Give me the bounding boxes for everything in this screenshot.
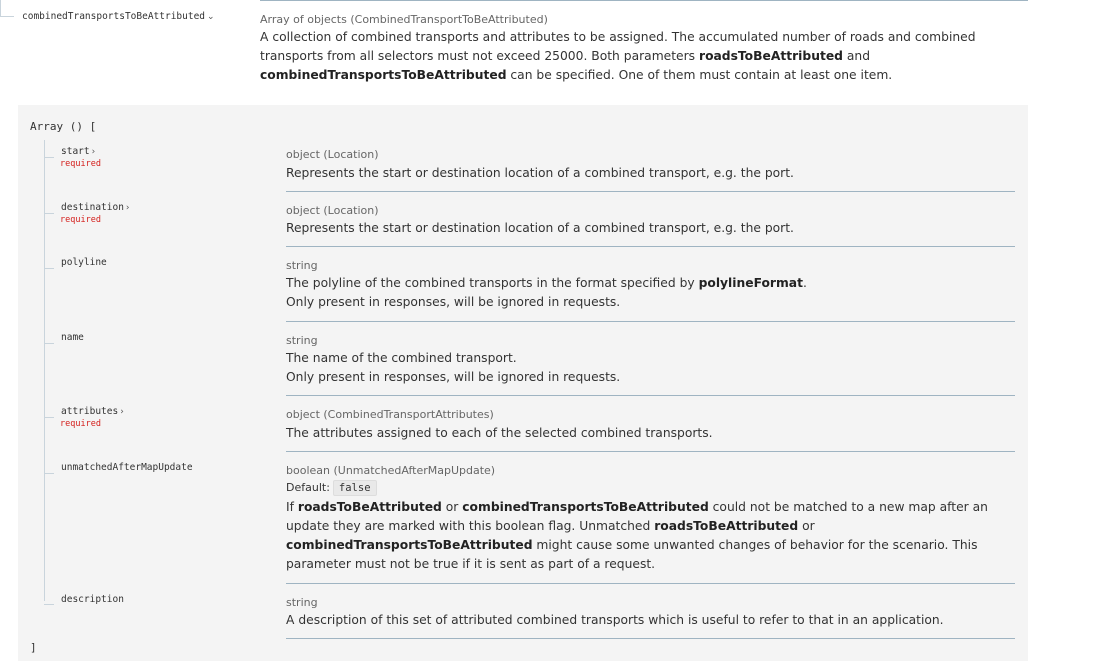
emphasized-term: roadsToBeAttributed <box>654 519 799 533</box>
field-destination-toggle[interactable] <box>61 202 130 213</box>
property-type: Array of objects (CombinedTransportToBeAttributed) <box>260 13 548 26</box>
tree-connector-tick <box>44 213 54 214</box>
field-polyline: polyline <box>61 257 107 268</box>
field-type: string <box>286 334 318 347</box>
chevron-right-icon: › <box>120 407 124 417</box>
emphasized-term: roadsToBeAttributed <box>699 49 843 63</box>
field-description: The polyline of the combined transports in the format specified by polylineFormat. Only present in responses, will be ignored in requests. <box>286 276 807 309</box>
field-name: destination <box>61 202 124 213</box>
divider <box>286 583 1015 584</box>
emphasized-term: combinedTransportsToBeAttributed <box>462 500 709 514</box>
field-type: object (Location) <box>286 204 379 217</box>
tree-connector-tick <box>44 343 54 344</box>
field-description: A description of this set of attributed combined transports which is useful to refer to that in an application. <box>286 613 944 627</box>
field-type: string <box>286 259 318 272</box>
array-open-bracket: Array () [ <box>30 120 97 133</box>
property-description: A collection of combined transports and attributes to be assigned. The accumulated number of roads and combined transports from all selectors must not exceed 25000. Both parameters roadsToBeAttributed and combinedTransportsToBeAttributed can be specified. One of them must contain at least one item. <box>260 30 976 82</box>
field-description: Represents the start or destination location of a combined transport, e.g. the port. <box>286 221 794 235</box>
divider <box>286 638 1015 639</box>
tree-connector <box>44 140 45 601</box>
tree-connector-tick <box>44 604 54 605</box>
field-type: boolean (UnmatchedAfterMapUpdate) <box>286 464 496 477</box>
tree-connector <box>0 0 1 17</box>
field-unmatched-after-map-update: unmatchedAfterMapUpdate <box>61 462 193 473</box>
divider <box>286 451 1015 452</box>
divider <box>286 395 1015 396</box>
field-start-toggle[interactable] <box>61 146 95 157</box>
tree-connector-tick <box>44 473 54 474</box>
divider <box>260 0 1028 1</box>
divider <box>286 321 1015 322</box>
emphasized-term: roadsToBeAttributed <box>297 500 442 514</box>
divider <box>286 246 1015 247</box>
chevron-right-icon: › <box>91 147 96 157</box>
required-badge: required <box>60 215 101 225</box>
default-value-row <box>286 480 377 496</box>
tree-connector-tick <box>44 417 54 418</box>
emphasized-term: combinedTransportsToBeAttributed <box>260 68 507 82</box>
emphasized-term: polylineFormat <box>698 276 803 290</box>
field-description: If roadsToBeAttributed or combinedTransportsToBeAttributed could not be matched to a new map after an update they are marked with this boolean flag. Unmatched roadsToBeAttributed or combinedTransportsToBeAttributed might cause some unwanted changes of behavior for the scenario. This parameter must not be true if it is sent as part of a request. <box>286 500 988 571</box>
chevron-down-icon: ⌄ <box>207 12 215 22</box>
required-badge: required <box>60 419 101 429</box>
field-name-property: name <box>61 332 84 343</box>
property-row <box>0 0 1028 92</box>
default-value: false <box>333 480 377 496</box>
field-type: object (Location) <box>286 148 379 161</box>
tree-connector-tick <box>0 16 14 17</box>
field-attributes-toggle[interactable] <box>61 406 124 417</box>
chevron-right-icon: › <box>125 203 130 213</box>
default-label: Default: <box>286 481 330 494</box>
array-close-bracket: ] <box>30 641 37 654</box>
field-type: object (CombinedTransportAttributes) <box>286 408 494 421</box>
tree-connector-tick <box>44 268 54 269</box>
divider <box>286 191 1015 192</box>
required-badge: required <box>60 159 101 169</box>
field-description: The attributes assigned to each of the selected combined transports. <box>286 426 713 440</box>
field-type: string <box>286 596 318 609</box>
emphasized-term: combinedTransportsToBeAttributed <box>286 538 533 552</box>
tree-connector-tick <box>44 157 54 158</box>
field-description: The name of the combined transport. Only present in responses, will be ignored in requests. <box>286 351 621 384</box>
property-name: combinedTransportsToBeAttributed <box>22 11 206 22</box>
field-name: start <box>61 146 90 157</box>
field-name: attributes <box>61 406 119 417</box>
property-name-toggle[interactable] <box>22 11 215 22</box>
field-description-property: description <box>61 594 124 605</box>
field-description: Represents the start or destination location of a combined transport, e.g. the port. <box>286 166 794 180</box>
